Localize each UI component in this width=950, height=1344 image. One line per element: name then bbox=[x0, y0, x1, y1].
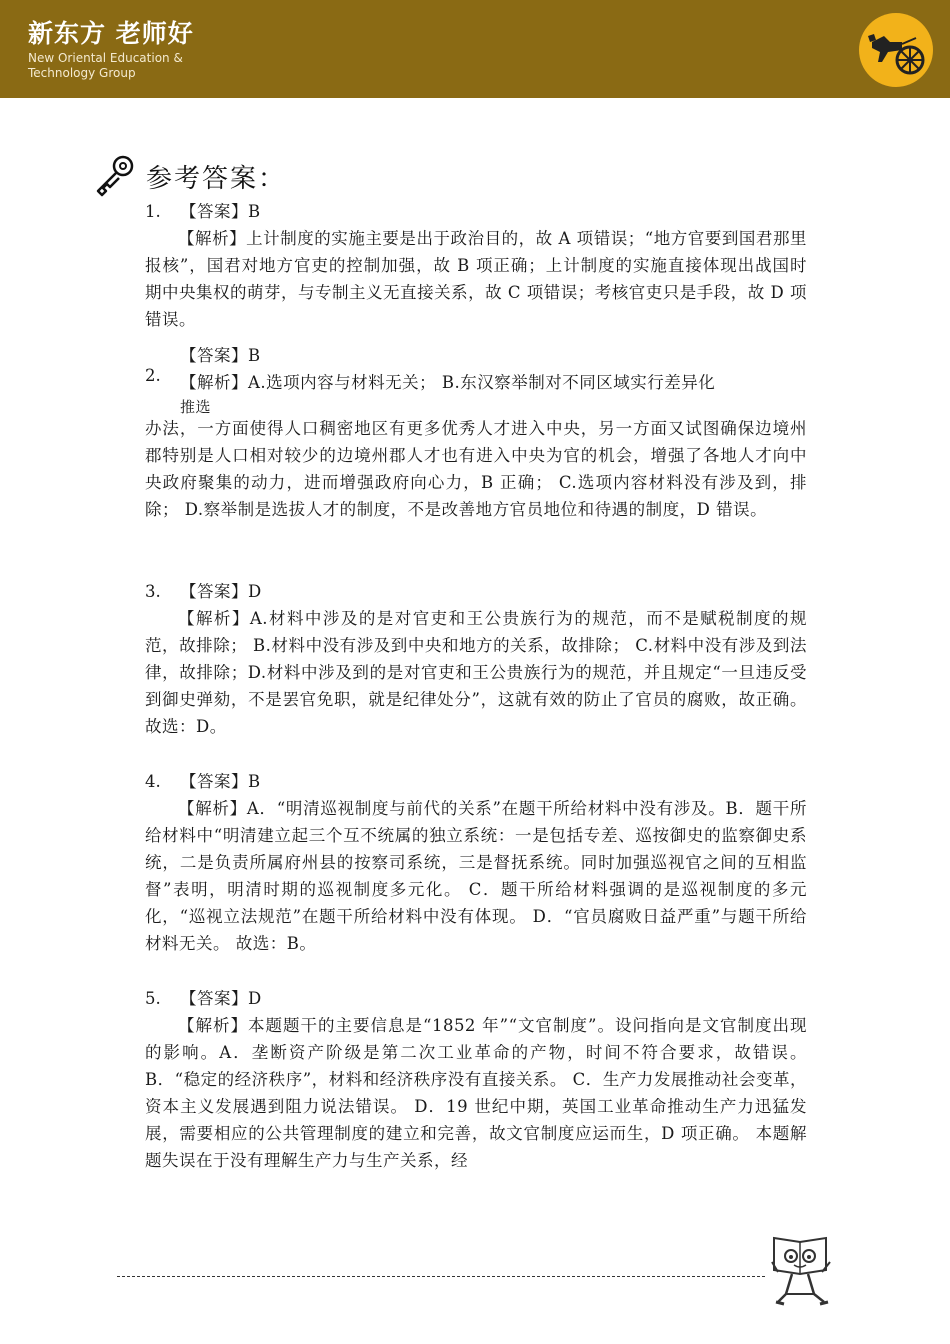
analysis-paragraph: 【解析】上计制度的实施主要是出于政治目的，故 A 项错误；“地方官要到国君那里报核”，国君对地方官吏的控制加强，故 B 项正确；上计制度的实施直接体现出战国时期中央集权的萌芽，与专制主义无直接关系，故 C 项错误；考核官吏只是手段，故 D 项错误。 bbox=[145, 229, 807, 329]
new-oriental-chariot-logo-icon bbox=[858, 12, 934, 88]
question-number: 4. bbox=[145, 772, 161, 791]
footer-dashed-divider bbox=[117, 1276, 765, 1277]
question-number: 5. bbox=[145, 989, 161, 1008]
mascot-reading-book-icon bbox=[766, 1232, 836, 1318]
answer-line: 【答案】D bbox=[180, 582, 262, 601]
analysis-paragraph: 【解析】A．“明清巡视制度与前代的关系”在题干所给材料中没有涉及。B．题干所给材料中“明清建立起三个互不统属的独立系统：一是包括专差、巡按御史的监察御史系统，二是负责所属府州县的按察司系统，三是督抚系统。同时加强巡视官之间的互相监督”表明，明清时期的巡视制度多元化。 C．题干所给材料强调的是巡视制度的多元化，“巡视立法规范”在题干所给材料中没有体现。 D．“官员腐败日益严重”与题干所给材料无关。 故选：B。 bbox=[145, 799, 807, 953]
brand-name-en bbox=[28, 51, 218, 81]
question-number: 3. bbox=[145, 582, 161, 601]
brand-en-line2: Technology Group bbox=[28, 66, 136, 80]
page-header bbox=[0, 0, 950, 98]
key-icon bbox=[92, 152, 138, 198]
page-title: 参考答案： bbox=[146, 164, 287, 194]
answer-line: 【答案】B bbox=[180, 772, 261, 791]
analysis-wrapped-word: 推选 bbox=[180, 398, 212, 416]
analysis-paragraph: 【解析】A.材料中涉及的是对官吏和王公贵族行为的规范，而不是赋税制度的规范，故排除； B.材料中没有涉及到中央和地方的关系，故排除； C.材料中没有涉及到法律，故排除；D.材料中涉及到的是对官吏和王公贵族行为的规范，并且规定“一旦违反受到御史弹劾，不是罢官免职，就是纪律处分”，这就有效的防止了官员的腐败，故正确。 故选：D。 bbox=[145, 609, 807, 736]
analysis-first-line: 【解析】A.选项内容与材料无关； B.东汉察举制对不同区域实行差异化 bbox=[180, 373, 716, 392]
answer-line: 【答案】B bbox=[180, 346, 261, 365]
answer-line: 【答案】B bbox=[180, 202, 261, 221]
question-number: 2. bbox=[145, 366, 161, 385]
brand-en-line1: New Oriental Education & bbox=[28, 51, 183, 65]
answer-section-title bbox=[92, 152, 392, 198]
brand-name-cn: 新东方 老师好 bbox=[28, 19, 194, 48]
analysis-paragraph: 办法，一方面使得人口稠密地区有更多优秀人才进入中央，另一方面又试图确保边境州郡特别是人口相对较少的边境州郡人才也有进入中央为官的机会，增强了各地人才向中央政府聚集的动力，进而增强政府向心力，B 正确； C.选项内容材料没有涉及到，排除； D.察举制是选拔人才的制度，不是改善地方官员地位和待遇的制度，D 错误。 bbox=[145, 419, 807, 519]
question-number: 1. bbox=[145, 202, 161, 221]
analysis-paragraph: 【解析】本题题干的主要信息是“1852 年”“文官制度”。设问指向是文官制度出现的影响。A．垄断资产阶级是第二次工业革命的产物，时间不符合要求，故错误。 B．“稳定的经济秩序”，材料和经济秩序没有直接关系。 C．生产力发展推动社会变革，资本主义发展遇到阻力说法错误。 D．19 世纪中期，英国工业革命推动生产力迅猛发展，需要相应的公共管理制度的建立和完善，故文官制度应运而生，D 项正确。 本题解题失误在于没有理解生产力与生产关系，经 bbox=[145, 1016, 807, 1170]
answer-line: 【答案】D bbox=[180, 989, 262, 1008]
